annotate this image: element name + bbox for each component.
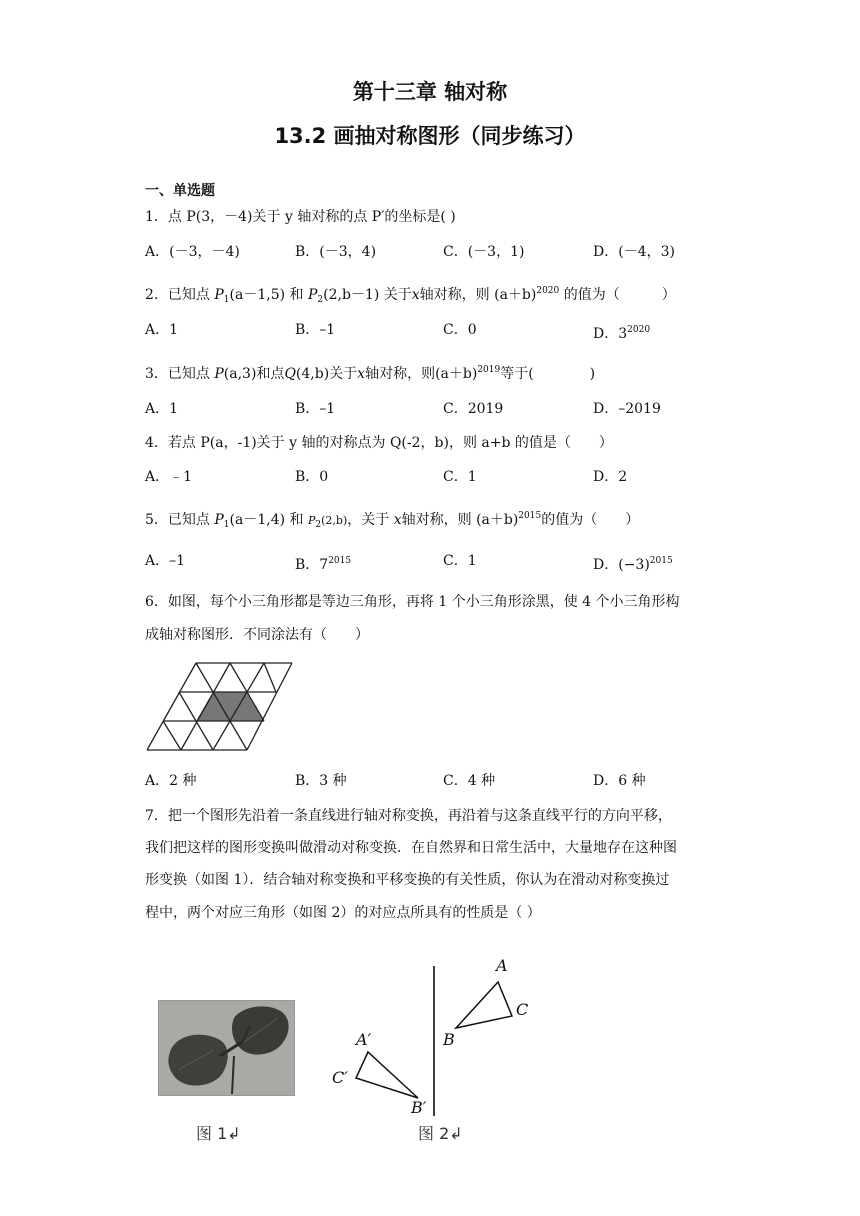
question-7-line-1: 7．把一个图形先沿着一条直线进行轴对称变换，再沿着与这条直线平行的方向平移，: [145, 808, 672, 824]
q5-option-a: A．–1: [145, 553, 186, 569]
q3-p: P: [214, 366, 224, 382]
q3-option-d: D．–2019: [593, 401, 661, 417]
triangle-grid-figure: [145, 660, 297, 754]
q5-p2-coords: (2,b): [321, 514, 348, 527]
question-5-text: [145, 506, 639, 535]
q3-expr: (a＋b): [435, 366, 478, 382]
label-b: B: [443, 1030, 455, 1049]
q5-option-b-exp: 2015: [328, 556, 352, 566]
q3-x: x: [357, 366, 366, 382]
q3-q-coords: (4,b): [295, 366, 330, 382]
q3-mid2: 关于: [329, 366, 358, 382]
q5-p1: P: [214, 512, 224, 528]
q5-pre: 5．已知点: [145, 512, 210, 528]
q1-option-d: D．(－4，3): [593, 244, 675, 260]
q2-pre: 2．已知点: [145, 287, 210, 303]
section-heading: 一、单选题: [145, 183, 215, 199]
reflection-triangles-figure: [320, 960, 550, 1120]
question-6-line-2: 成轴对称图形．不同涂法有（ ）: [145, 627, 369, 643]
q2-p1-sub: 1: [223, 295, 230, 305]
q2-option-a: A．1: [145, 322, 179, 338]
q1-option-b: B．(－3，4): [295, 244, 377, 260]
q5-expr: (a＋b): [476, 512, 519, 528]
q2-option-c: C．0: [443, 322, 477, 338]
label-c: C: [516, 1000, 529, 1019]
chapter-title: 第十三章 轴对称: [352, 80, 508, 104]
q5-option-b: [295, 551, 351, 575]
q2-exp: 2020: [536, 286, 560, 296]
triangle-abc-prime: [356, 1052, 418, 1098]
q3-option-b: B．–1: [295, 401, 336, 417]
q2-p1: P: [214, 287, 224, 303]
q1-option-c: C．(－3，1): [443, 244, 525, 260]
q3-q: Q: [284, 366, 296, 382]
q2-mid1: 和: [289, 287, 304, 303]
question-7-line-3: 形变换（如图 1）．结合轴对称变换和平移变换的有关性质，你认为在滑动对称变换过: [145, 872, 670, 888]
question-6-line-1: 6．如图，每个小三角形都是等边三角形，再将 1 个小三角形涂黑，使 4 个小三角形构: [145, 594, 680, 610]
q4-option-d: D．2: [593, 469, 628, 485]
q5-mid3: 轴对称，则: [401, 512, 472, 528]
q5-option-d-label: D．: [593, 557, 619, 573]
q5-mid1: 和: [289, 512, 304, 528]
question-1-text: 1．点 P(3，－4)关于 y 轴对称的点 P′的坐标是( ): [145, 209, 456, 225]
q3-pre: 3．已知点: [145, 366, 210, 382]
question-3-text: [145, 360, 595, 384]
question-4-text: 4．若点 P(a，-1)关于 y 轴的对称点为 Q(-2，b)，则 a+b 的值是（ ）: [145, 435, 613, 451]
q2-p1-coords: (a－1,5): [229, 287, 286, 303]
q3-p-coords: (a,3): [223, 366, 257, 382]
label-a-prime: A′: [356, 1030, 372, 1049]
q2-mid2: 关于: [383, 287, 412, 303]
q2-p2-coords: (2,b－1): [323, 287, 380, 303]
leaves-photo-figure: [158, 1000, 295, 1096]
q5-x: x: [393, 512, 402, 528]
q4-option-c: C．1: [443, 469, 477, 485]
q2-option-d-exp: 2020: [627, 325, 651, 335]
q3-mid3: 轴对称，则: [365, 366, 436, 382]
q2-p2-sub: 2: [317, 295, 324, 305]
q2-option-b: B．–1: [295, 322, 336, 338]
q5-exp: 2015: [518, 511, 542, 521]
q5-p1-sub: 1: [223, 520, 230, 530]
q5-option-d-base: (−3): [618, 557, 650, 573]
label-b-prime: B′: [411, 1098, 427, 1117]
q2-option-d: [593, 320, 650, 344]
q5-p1-coords: (a－1,4): [229, 512, 286, 528]
label-c-prime: C′: [332, 1068, 348, 1087]
q6-option-a: A．2 种: [145, 773, 197, 789]
q5-option-b-base: B．7: [295, 557, 329, 573]
q6-option-b: B．3 种: [295, 773, 347, 789]
q5-option-d: [593, 551, 673, 575]
q1-option-a: A．(－3，－4): [145, 244, 240, 260]
q3-option-c: C．2019: [443, 401, 504, 417]
q3-mid1: 和点: [256, 366, 285, 382]
q6-option-d: D．6 种: [593, 773, 646, 789]
q3-post: 等于( ): [500, 366, 596, 382]
question-7-line-4: 程中，两个对应三角形（如图 2）的对应点所具有的性质是（ ）: [145, 905, 541, 921]
q5-mid2: ，关于: [347, 512, 390, 528]
q2-x: x: [411, 287, 420, 303]
figure-2-caption: 图 2↲: [418, 1124, 463, 1143]
question-2-text: [145, 281, 676, 310]
section-title: 13.2 画抽对称图形（同步练习）: [274, 124, 586, 148]
q6-option-c: C．4 种: [443, 773, 496, 789]
q4-option-b: B．0: [295, 469, 329, 485]
q5-post: 的值为（ ）: [541, 512, 640, 528]
label-a: A: [496, 956, 508, 975]
figure-1-caption: 图 1↲: [196, 1124, 241, 1143]
q2-option-d-base: D．3: [593, 326, 628, 342]
q2-p2: P: [307, 287, 318, 303]
q5-p2-sub: 2: [315, 520, 322, 530]
question-7-line-2: 我们把这样的图形变换叫做滑动对称变换．在自然界和日常生活中，大量地存在这种图: [145, 840, 677, 856]
q4-option-a: A．﹣1: [145, 469, 193, 485]
q2-expr: (a＋b): [494, 287, 537, 303]
q2-post: 的值为（ ）: [563, 287, 676, 303]
q5-p2: P: [307, 514, 316, 527]
q5-option-c: C．1: [443, 553, 477, 569]
triangle-abc: [456, 982, 512, 1028]
q3-option-a: A．1: [145, 401, 179, 417]
q2-mid3: 轴对称，则: [419, 287, 490, 303]
q3-exp: 2019: [477, 365, 501, 375]
q5-option-d-exp: 2015: [649, 556, 673, 566]
